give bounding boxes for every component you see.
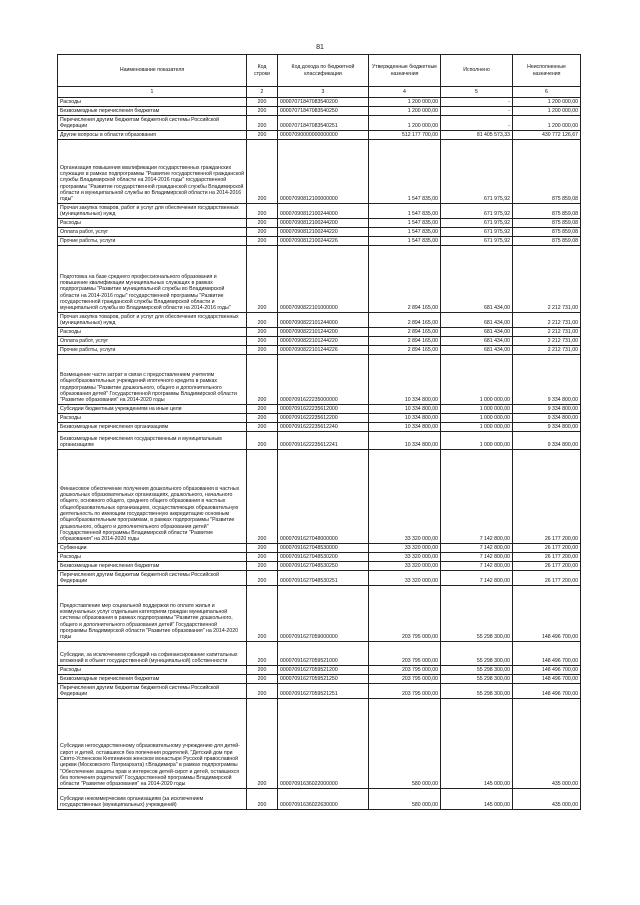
row-unexecuted: 1 200 000,00 — [513, 98, 581, 107]
row-name: Расходы — [58, 553, 247, 562]
row-budget-code: 00007091627059521200 — [278, 666, 369, 675]
header-approved: Утвержденные бюджетные назначения — [369, 55, 441, 87]
row-budget-code: 00007090822101000000 — [278, 246, 369, 313]
row-approved: 1 200 000,00 — [369, 107, 441, 116]
row-approved: 1 547 835,00 — [369, 219, 441, 228]
row-executed: - — [441, 107, 513, 116]
table-row — [58, 219, 581, 228]
row-approved: 2 894 165,00 — [369, 246, 441, 313]
row-executed: 681 434,00 — [441, 328, 513, 337]
column-number: 1 — [58, 87, 247, 98]
row-budget-code: 00007090822101244226 — [278, 346, 369, 355]
row-budget-code: 00007090812100244200 — [278, 219, 369, 228]
table-row — [58, 337, 581, 346]
row-unexecuted: 875 859,08 — [513, 140, 581, 204]
row-budget-code: 00007090812100000000 — [278, 140, 369, 204]
table-row — [58, 684, 581, 699]
row-name: Организация повышения квалификации государственных гражданских служащих в рамках подпрограммы "Развитие государственной гражданской службы Владимирской области на 2014-2016 годы" государственной программы "Развитие государственной гражданской службы Владимирской области и муниципальной службы во Владимирской области на 2014-2016 годы" — [58, 140, 247, 204]
row-budget-code: 00007091622235612240 — [278, 423, 369, 432]
row-executed: 671 975,92 — [441, 219, 513, 228]
row-unexecuted: 9 334 800,00 — [513, 423, 581, 432]
row-executed: 7 142 800,00 — [441, 544, 513, 553]
row-budget-code: 00007091627059521251 — [278, 684, 369, 699]
row-name: Расходы — [58, 666, 247, 675]
row-executed: - — [441, 116, 513, 131]
row-budget-code: 00007091627048530000 — [278, 544, 369, 553]
table-row — [58, 313, 581, 328]
row-name: Безвозмездные перечисления бюджетам — [58, 562, 247, 571]
row-name: Безвозмездные перечисления бюджетам — [58, 107, 247, 116]
row-name: Прочие работы, услуги — [58, 346, 247, 355]
table-row — [58, 789, 581, 810]
column-numbers-row — [58, 87, 581, 98]
table-row — [58, 571, 581, 586]
row-unexecuted: 9 334 800,00 — [513, 432, 581, 450]
row-unexecuted: 875 859,08 — [513, 204, 581, 219]
row-approved: 1 200 000,00 — [369, 98, 441, 107]
table-body — [58, 98, 581, 810]
table-row — [58, 553, 581, 562]
row-approved: 2 894 165,00 — [369, 337, 441, 346]
row-line-code: 200 — [247, 313, 278, 328]
table-row — [58, 204, 581, 219]
row-name: Прочая закупка товаров, работ и услуг для обеспечения государственных (муниципальных) нужд — [58, 204, 247, 219]
row-unexecuted: 435 000,00 — [513, 789, 581, 810]
row-name: Прочая закупка товаров, работ и услуг для обеспечения государственных (муниципальных) нужд — [58, 313, 247, 328]
row-executed: 7 142 800,00 — [441, 562, 513, 571]
table-row — [58, 98, 581, 107]
row-budget-code: 00007091622235612200 — [278, 414, 369, 423]
row-approved: 33 320 000,00 — [369, 562, 441, 571]
row-unexecuted: 148 496 700,00 — [513, 684, 581, 699]
row-name: Субвенции — [58, 544, 247, 553]
row-name: Финансовое обеспечение получения дошкольного образования в частных дошкольных образовательных организациях, дошкольного, начального общего, основного общего, среднего общего образования в частных общеобразовательных организациях, осуществляющих образовательную деятельность по имеющим государственную аккредитацию основным общеобразовательным программам, в рамках подпрограммы "Развитие дошкольного, общего и дополнительного образования детей" Государственной программы Владимирской области "Развитие образования" на 2014-2020 годы — [58, 450, 247, 544]
row-approved: 33 320 000,00 — [369, 553, 441, 562]
row-executed: 55 298 300,00 — [441, 586, 513, 642]
table-row — [58, 405, 581, 414]
row-name: Перечисления другим бюджетам бюджетной системы Российской Федерации — [58, 116, 247, 131]
table-row — [58, 414, 581, 423]
row-name: Безвозмездные перечисления организациям — [58, 423, 247, 432]
column-number: 5 — [441, 87, 513, 98]
row-name: Предоставление мер социальной поддержки по оплате жилья и коммунальных услуг отдельным категориям граждан муниципальной системы образования в рамках подпрограммы "Развитие дошкольного, общего и дополнительного образования детей" Государственной программы Владимирской области "Развитие образования" на 2014-2020 годы — [58, 586, 247, 642]
row-approved: 33 320 000,00 — [369, 544, 441, 553]
row-approved: 580 000,00 — [369, 699, 441, 789]
row-line-code: 200 — [247, 107, 278, 116]
row-budget-code: 00007091636022000000 — [278, 699, 369, 789]
row-line-code: 200 — [247, 346, 278, 355]
row-budget-code: 00007091627059521000 — [278, 642, 369, 666]
row-line-code: 200 — [247, 562, 278, 571]
column-number: 2 — [247, 87, 278, 98]
row-budget-code: 00007091627048000000 — [278, 450, 369, 544]
row-approved: 10 334 800,00 — [369, 414, 441, 423]
row-name: Расходы — [58, 328, 247, 337]
row-line-code: 200 — [247, 405, 278, 414]
row-name: Субсидии, за исключением субсидий на софинансирование капитальных вложений в объект государственной (муниципальной) собственности — [58, 642, 247, 666]
row-approved: 1 200 000,00 — [369, 116, 441, 131]
row-unexecuted: 148 496 700,00 — [513, 675, 581, 684]
table-row — [58, 699, 581, 789]
row-name: Другие вопросы в области образования — [58, 131, 247, 140]
table-row — [58, 107, 581, 116]
table-row — [58, 116, 581, 131]
column-number: 3 — [278, 87, 369, 98]
table-row — [58, 642, 581, 666]
row-budget-code: 00007091636022630000 — [278, 789, 369, 810]
row-approved: 1 547 835,00 — [369, 204, 441, 219]
row-executed: 7 142 800,00 — [441, 450, 513, 544]
row-budget-code: 00007091622235612241 — [278, 432, 369, 450]
row-budget-code: 00007091627059521250 — [278, 675, 369, 684]
table-header-row — [58, 55, 581, 87]
table-row — [58, 140, 581, 204]
row-line-code: 200 — [247, 237, 278, 246]
budget-execution-table — [57, 54, 581, 810]
row-unexecuted: 26 177 200,00 — [513, 562, 581, 571]
header-executed: Исполнено — [441, 55, 513, 87]
row-name: Возмещение части затрат в связи с предоставлением учителям общеобразовательных учреждений ипотечного кредита в рамках подпрограммы "Развитие дошкольного, общего и дополнительного образования детей" Государственной программы Владимирской области "Развитие образования" на 2014-2020 годы — [58, 355, 247, 405]
row-approved: 203 795 000,00 — [369, 684, 441, 699]
row-executed: 145 000,00 — [441, 789, 513, 810]
row-approved: 10 334 800,00 — [369, 355, 441, 405]
table-row — [58, 544, 581, 553]
row-approved: 1 547 835,00 — [369, 140, 441, 204]
row-executed: 671 975,92 — [441, 204, 513, 219]
row-budget-code: 00007091622235612000 — [278, 405, 369, 414]
row-approved: 203 795 000,00 — [369, 675, 441, 684]
table-row — [58, 432, 581, 450]
row-executed: 55 298 300,00 — [441, 642, 513, 666]
row-line-code: 200 — [247, 423, 278, 432]
row-executed: 1 000 000,00 — [441, 355, 513, 405]
row-unexecuted: 430 772 126,67 — [513, 131, 581, 140]
table-row — [58, 666, 581, 675]
header-name: Наименование показателя — [58, 55, 247, 87]
table-row — [58, 328, 581, 337]
row-executed: - — [441, 98, 513, 107]
row-budget-code: 00007090000000000000 — [278, 131, 369, 140]
row-executed: 55 298 300,00 — [441, 666, 513, 675]
row-budget-code: 00007090812100244226 — [278, 237, 369, 246]
row-line-code: 200 — [247, 131, 278, 140]
row-unexecuted: 148 496 700,00 — [513, 642, 581, 666]
row-name: Расходы — [58, 219, 247, 228]
row-name: Расходы — [58, 98, 247, 107]
row-name: Оплата работ, услуг — [58, 337, 247, 346]
row-line-code: 200 — [247, 675, 278, 684]
row-unexecuted: 2 212 731,00 — [513, 346, 581, 355]
row-executed: 55 298 300,00 — [441, 675, 513, 684]
header-budget-code: Код дохода по бюджетной классификации — [278, 55, 369, 87]
row-unexecuted: 26 177 200,00 — [513, 571, 581, 586]
row-line-code: 200 — [247, 432, 278, 450]
row-unexecuted: 26 177 200,00 — [513, 544, 581, 553]
row-unexecuted: 875 859,08 — [513, 237, 581, 246]
row-unexecuted: 2 212 731,00 — [513, 328, 581, 337]
row-line-code: 200 — [247, 666, 278, 675]
row-budget-code: 00007090812100244000 — [278, 204, 369, 219]
row-executed: 1 000 000,00 — [441, 414, 513, 423]
row-line-code: 200 — [247, 571, 278, 586]
row-approved: 203 795 000,00 — [369, 586, 441, 642]
row-name: Субсидии бюджетным учреждениям на иные цели — [58, 405, 247, 414]
row-name: Безвозмездные перечисления бюджетам — [58, 675, 247, 684]
table-row — [58, 586, 581, 642]
row-unexecuted: 9 334 800,00 — [513, 405, 581, 414]
row-unexecuted: 1 200 000,00 — [513, 107, 581, 116]
row-unexecuted: 2 212 731,00 — [513, 337, 581, 346]
row-executed: 1 000 000,00 — [441, 405, 513, 414]
row-unexecuted: 26 177 200,00 — [513, 553, 581, 562]
row-name: Субсидии негосударственному образовательному учреждению для детей-сирот и детей, оставшихся без попечения родителей, "Детский дом при Свято-Успенском Княгинином женском монастыре Русской православной церкви (Московского Патриархата) г.Владимира" в рамках подпрограммы "Обеспечение защиты прав и интересов детей-сирот и детей, оставшихся без попечения родителей" Государственной программы Владимирской области "Развитие образования" на 2014-2020 годы — [58, 699, 247, 789]
table-row — [58, 246, 581, 313]
row-budget-code: 00007071847083540200 — [278, 98, 369, 107]
row-budget-code: 00007090822101244220 — [278, 337, 369, 346]
row-line-code: 200 — [247, 337, 278, 346]
row-executed: 671 975,92 — [441, 140, 513, 204]
row-approved: 10 334 800,00 — [369, 432, 441, 450]
row-approved: 2 894 165,00 — [369, 328, 441, 337]
row-budget-code: 00007091622235000000 — [278, 355, 369, 405]
row-line-code: 200 — [247, 204, 278, 219]
row-executed: 671 975,92 — [441, 237, 513, 246]
row-unexecuted: 9 334 800,00 — [513, 414, 581, 423]
table-row — [58, 423, 581, 432]
row-budget-code: 00007091627048530251 — [278, 571, 369, 586]
column-number: 4 — [369, 87, 441, 98]
row-line-code: 200 — [247, 414, 278, 423]
row-approved: 1 547 835,00 — [369, 237, 441, 246]
row-executed: 145 000,00 — [441, 699, 513, 789]
row-line-code: 200 — [247, 246, 278, 313]
row-budget-code: 00007090822101244000 — [278, 313, 369, 328]
row-approved: 512 177 700,00 — [369, 131, 441, 140]
row-budget-code: 00007071847083540251 — [278, 116, 369, 131]
row-unexecuted: 148 496 700,00 — [513, 586, 581, 642]
row-approved: 10 334 800,00 — [369, 423, 441, 432]
row-budget-code: 00007071847083540250 — [278, 107, 369, 116]
row-budget-code: 00007090822101244200 — [278, 328, 369, 337]
row-line-code: 200 — [247, 140, 278, 204]
row-name: Перечисления другим бюджетам бюджетной системы Российской Федерации — [58, 684, 247, 699]
table-row — [58, 228, 581, 237]
row-line-code: 200 — [247, 789, 278, 810]
row-line-code: 200 — [247, 219, 278, 228]
row-line-code: 200 — [247, 355, 278, 405]
row-unexecuted: 26 177 200,00 — [513, 450, 581, 544]
row-line-code: 200 — [247, 684, 278, 699]
row-unexecuted: 875 859,08 — [513, 219, 581, 228]
row-name: Перечисления другим бюджетам бюджетной системы Российской Федерации — [58, 571, 247, 586]
row-unexecuted: 9 334 800,00 — [513, 355, 581, 405]
row-approved: 33 320 000,00 — [369, 450, 441, 544]
row-line-code: 200 — [247, 116, 278, 131]
table-row — [58, 450, 581, 544]
row-unexecuted: 435 000,00 — [513, 699, 581, 789]
row-line-code: 200 — [247, 228, 278, 237]
table-row — [58, 237, 581, 246]
row-approved: 203 795 000,00 — [369, 666, 441, 675]
row-budget-code: 00007090812100244220 — [278, 228, 369, 237]
row-executed: 55 298 300,00 — [441, 684, 513, 699]
row-line-code: 200 — [247, 699, 278, 789]
row-executed: 7 142 800,00 — [441, 553, 513, 562]
row-name: Субсидии некоммерческим организациям (за исключением государственных (муниципальных) учреждений) — [58, 789, 247, 810]
row-executed: 81 405 573,33 — [441, 131, 513, 140]
row-executed: 7 142 800,00 — [441, 571, 513, 586]
row-executed: 681 434,00 — [441, 337, 513, 346]
row-line-code: 200 — [247, 328, 278, 337]
table-row — [58, 355, 581, 405]
row-executed: 681 434,00 — [441, 246, 513, 313]
table-row — [58, 346, 581, 355]
row-unexecuted: 2 212 731,00 — [513, 313, 581, 328]
row-unexecuted: 148 496 700,00 — [513, 666, 581, 675]
row-approved: 10 334 800,00 — [369, 405, 441, 414]
row-line-code: 200 — [247, 450, 278, 544]
page-number: 81 — [316, 44, 324, 51]
row-name: Безвозмездные перечисления государственным и муниципальным организациям — [58, 432, 247, 450]
row-approved: 2 894 165,00 — [369, 313, 441, 328]
table-row — [58, 562, 581, 571]
row-line-code: 200 — [247, 586, 278, 642]
row-approved: 2 894 165,00 — [369, 346, 441, 355]
row-budget-code: 00007091627048530250 — [278, 562, 369, 571]
row-unexecuted: 2 212 731,00 — [513, 246, 581, 313]
row-unexecuted: 1 200 000,00 — [513, 116, 581, 131]
row-approved: 203 795 000,00 — [369, 642, 441, 666]
row-approved: 33 320 000,00 — [369, 571, 441, 586]
row-line-code: 200 — [247, 553, 278, 562]
row-executed: 681 434,00 — [441, 346, 513, 355]
header-line-code: Код строки — [247, 55, 278, 87]
row-unexecuted: 875 859,08 — [513, 228, 581, 237]
row-name: Прочие работы, услуги — [58, 237, 247, 246]
row-name: Оплата работ, услуг — [58, 228, 247, 237]
row-executed: 681 434,00 — [441, 313, 513, 328]
table-row — [58, 131, 581, 140]
row-line-code: 200 — [247, 642, 278, 666]
header-unexecuted: Неисполненные назначения — [513, 55, 581, 87]
column-number: 6 — [513, 87, 581, 98]
row-name: Подготовка на базе среднего профессионального образования и повышение квалификации муниципальных служащих в рамках подпрограммы "Развитие муниципальной службы во Владимирской области на 2014-2016 годы" государственной программы "Развитие государственной гражданской службы Владимирской области и муниципальной службы во Владимирской области на 2014-2016 годы" — [58, 246, 247, 313]
row-executed: 1 000 000,00 — [441, 423, 513, 432]
row-budget-code: 00007091627059000000 — [278, 586, 369, 642]
row-line-code: 200 — [247, 544, 278, 553]
table-row — [58, 675, 581, 684]
row-executed: 671 975,92 — [441, 228, 513, 237]
row-line-code: 200 — [247, 98, 278, 107]
row-approved: 580 000,00 — [369, 789, 441, 810]
row-approved: 1 547 835,00 — [369, 228, 441, 237]
row-executed: 1 000 000,00 — [441, 432, 513, 450]
row-name: Расходы — [58, 414, 247, 423]
row-budget-code: 00007091627048530200 — [278, 553, 369, 562]
